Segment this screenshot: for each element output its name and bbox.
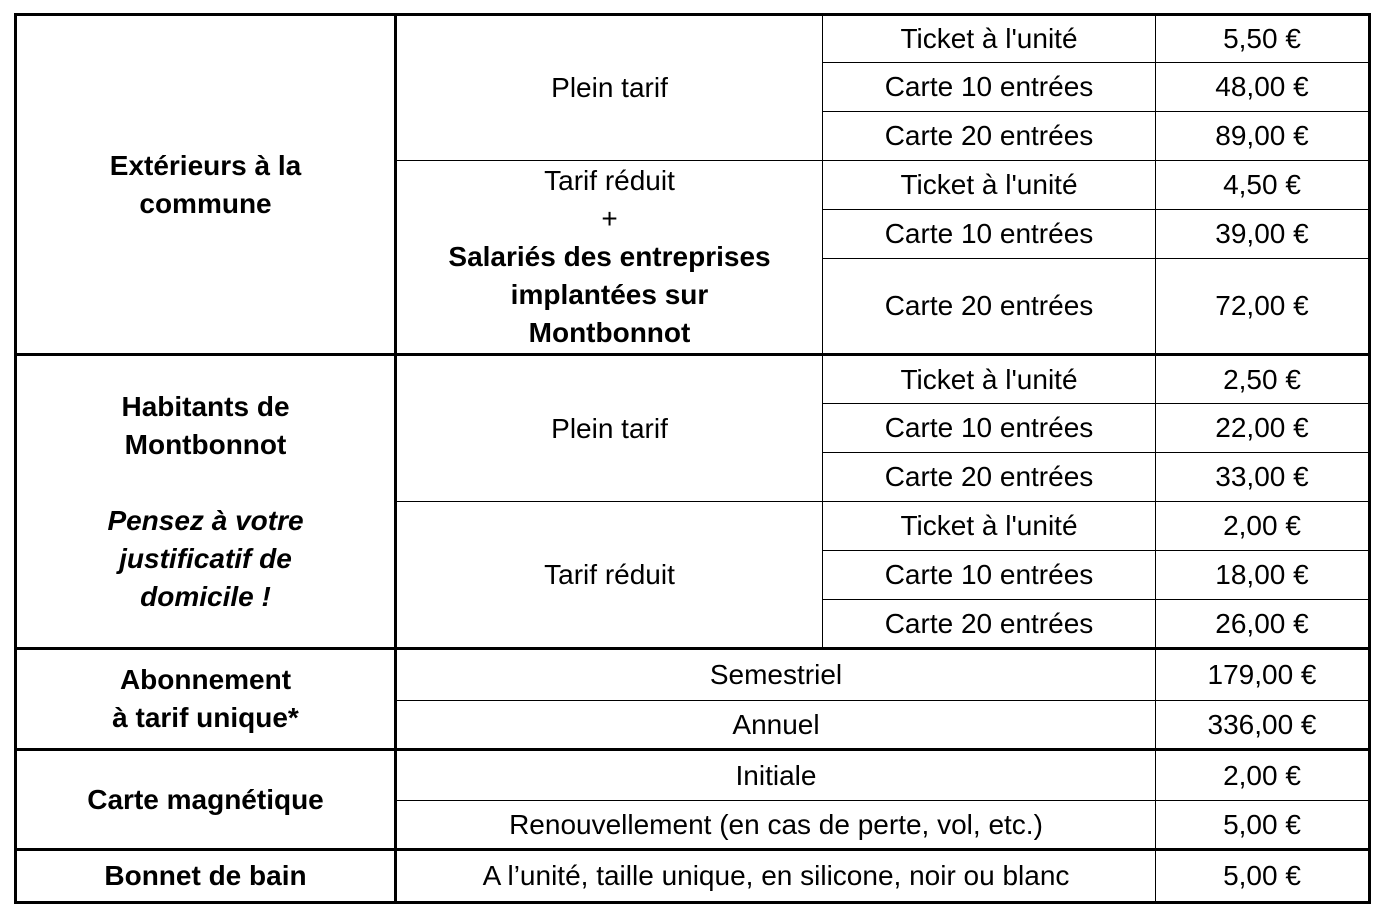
subcategory-exterieurs-reduit [396, 161, 823, 355]
subcategory-habitants-plein: Plein tarif [396, 355, 823, 502]
item-label: Carte 10 entrées [823, 210, 1156, 259]
item-price: 22,00 € [1156, 404, 1370, 453]
category-abonnement-line1: Abonnement [119, 664, 292, 695]
salaries-line1: Salariés des entreprises [448, 241, 771, 272]
item-label: A l’unité, taille unique, en silicone, noir ou blanc [396, 850, 1156, 903]
tarifs-table [14, 13, 1371, 904]
item-price: 39,00 € [1156, 210, 1370, 259]
salaries-line2: implantées sur [510, 279, 709, 310]
plus-sign: + [601, 203, 618, 234]
item-label: Ticket à l'unité [823, 15, 1156, 63]
category-habitants-line2: Montbonnot [124, 428, 287, 460]
item-price: 2,50 € [1156, 355, 1370, 404]
category-abonnement-line2: à tarif unique* [112, 702, 299, 733]
item-price: 72,00 € [1156, 259, 1370, 355]
item-price: 5,50 € [1156, 15, 1370, 63]
item-label: Renouvellement (en cas de perte, vol, etc.) [396, 801, 1156, 850]
item-price: 33,00 € [1156, 453, 1370, 502]
item-label: Carte 20 entrées [823, 259, 1156, 355]
subcategory-exterieurs-plein: Plein tarif [396, 15, 823, 161]
category-exterieurs-line2: commune [139, 187, 272, 219]
item-price: 2,00 € [1156, 502, 1370, 551]
item-label: Semestriel [396, 649, 1156, 701]
category-habitants [16, 355, 396, 649]
item-price: 48,00 € [1156, 63, 1370, 112]
subcategory-habitants-reduit: Tarif réduit [396, 502, 823, 649]
item-price: 336,00 € [1156, 701, 1370, 750]
item-label: Carte 10 entrées [823, 404, 1156, 453]
item-label: Ticket à l'unité [823, 502, 1156, 551]
category-carte-magnetique: Carte magnétique [16, 750, 396, 850]
category-abonnement [16, 649, 396, 750]
category-exterieurs [16, 15, 396, 355]
justificatif-note-line2: justificatif de [119, 542, 292, 574]
item-price: 2,00 € [1156, 750, 1370, 801]
item-price: 5,00 € [1156, 850, 1370, 903]
item-label: Ticket à l'unité [823, 161, 1156, 210]
item-price: 18,00 € [1156, 551, 1370, 600]
item-label: Ticket à l'unité [823, 355, 1156, 404]
item-label: Carte 20 entrées [823, 453, 1156, 502]
salaries-line3: Montbonnot [528, 317, 691, 348]
item-price: 4,50 € [1156, 161, 1370, 210]
item-label: Carte 10 entrées [823, 63, 1156, 112]
justificatif-note-line3: domicile ! [140, 580, 271, 612]
item-price: 89,00 € [1156, 112, 1370, 161]
item-label: Initiale [396, 750, 1156, 801]
item-price: 179,00 € [1156, 649, 1370, 701]
item-label: Carte 10 entrées [823, 551, 1156, 600]
category-habitants-line1: Habitants de [121, 390, 290, 422]
item-label: Carte 20 entrées [823, 112, 1156, 161]
reduit-label: Tarif réduit [544, 165, 675, 196]
item-price: 26,00 € [1156, 600, 1370, 649]
category-exterieurs-line1: Extérieurs à la [109, 149, 302, 181]
item-price: 5,00 € [1156, 801, 1370, 850]
category-bonnet-de-bain: Bonnet de bain [16, 850, 396, 903]
justificatif-note-line1: Pensez à votre [107, 504, 304, 536]
item-label: Annuel [396, 701, 1156, 750]
item-label: Carte 20 entrées [823, 600, 1156, 649]
